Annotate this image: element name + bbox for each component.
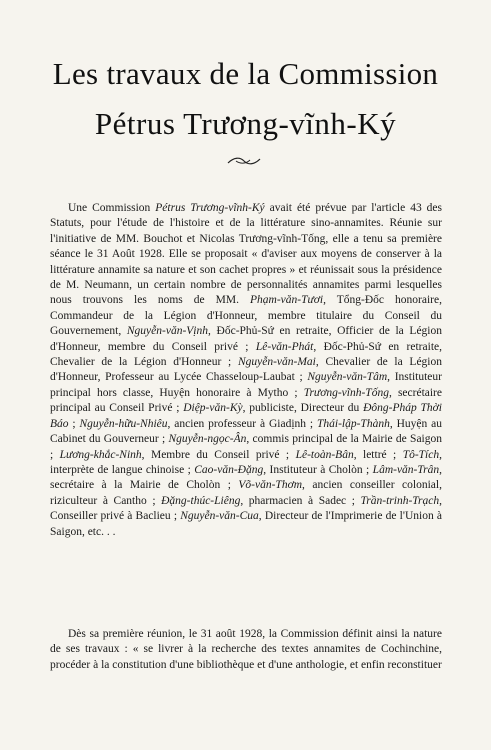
person-name: Lê-toàn-Bân xyxy=(295,448,354,461)
text-run: , Membre du Conseil privé ; xyxy=(141,448,296,461)
text-run: ; xyxy=(68,417,80,430)
text-run: , Conseiller privé à Baclieu ; xyxy=(50,494,442,523)
person-name: Nguyễn-văn-Cua xyxy=(180,510,259,523)
person-name: Nguyễn-ngọc-Ân xyxy=(168,433,247,446)
text-run: , Tổng-Đốc honoraire, Commandeur de la Légion d'Honneur, membre titulaire du Conseil du Gouvernement, xyxy=(50,294,442,338)
person-name: Đặng-thúc-Liêng xyxy=(161,494,241,507)
text-run: , ancien professeur à Giadịnh ; xyxy=(167,417,317,430)
text-run: , ancien conseiller colonial, riziculteur à Cantho ; xyxy=(50,479,442,507)
paragraph-2: Dès sa première réunion, le 31 août 1928, la Commission définit ainsi la nature de ses travaux : « se livrer à la recherche des textes annamites de Cochinchine, procéder à la constitution d'une bibliothèque et d'une anthologie, et enfin reconstituer xyxy=(50,628,442,671)
paragraph-commission-members xyxy=(50,201,442,540)
person-name: Đông-Pháp Thời Báo xyxy=(50,402,442,430)
person-name: Nguyễn-hữu-Nhiêu xyxy=(79,417,168,430)
text-run: , lettré ; xyxy=(353,448,403,461)
text-run: , secrétaire principal au Conseil Privé ; xyxy=(50,386,442,415)
text-run: , Huyện au Cabinet du Gouverneur ; xyxy=(50,417,442,446)
person-name: Lê-văn-Phát xyxy=(255,340,314,353)
page-subtitle: Pétrus Trương-vĩnh-Ký xyxy=(94,106,397,141)
person-name: Lương-khắc-Ninh xyxy=(59,448,142,461)
paragraph-1 xyxy=(50,201,442,540)
person-name: Lâm-văn-Trân xyxy=(372,463,440,476)
person-name: Tô-Tích xyxy=(402,448,440,461)
flourish-ornament-icon xyxy=(226,155,262,167)
person-name: Pétrus Trương-vĩnh-Ký xyxy=(155,202,265,214)
text-run: , interprète de langue chinoise ; xyxy=(50,448,442,476)
person-name: Nguyễn-văn-Vịnh xyxy=(126,325,208,338)
paragraph-first-meeting xyxy=(50,627,442,673)
person-name: Võ-văn-Thơm xyxy=(238,479,303,492)
text-run: , Đốc-Phủ-Sứ en retraite, Officier de la Légion d'Honneur, membre du Conseil privé ; xyxy=(50,325,442,353)
person-name: Phạm-văn-Tươi xyxy=(249,294,324,307)
text-run: , Đốc-Phủ-Sứ en retraite, Chevalier de la Légion d'Honneur ; xyxy=(50,340,442,369)
text-run: , pharmacien à Sadec ; xyxy=(240,494,361,507)
text-run: , Directeur de l'Imprimerie de l'Union à Saigon, etc. . . xyxy=(50,510,442,538)
person-name: Thái-lập-Thành xyxy=(316,417,390,430)
person-name: Nguyễn-văn-Mai xyxy=(237,356,316,369)
text-run: , secrétaire à la Mairie de Cholòn ; xyxy=(50,463,442,492)
text-run: avait été prévue par l'article 43 des Statuts, pour l'étude de l'histoire et de la littérature sino-annamites. Réunie sur l'initiative de MM. Bouchot et Nicolas Trương-vĩnh-Tống, elle a tenu sa première séance le 31 Août 1928. Elle se proposait « d'aviser aux moyens de conserver à la littérature annamite sa nature et son cachet propres » et réunissait sous la présidence de M. Neumann, un certain nombre de personnalités annamites parmi lesquelles nous trouvons les noms de MM. xyxy=(50,202,443,307)
text-run: , Chevalier de la Légion d'Honneur, Professeur au Lycée Chasseloup-Laubat ; xyxy=(50,356,442,384)
person-name: Cao-văn-Đặng xyxy=(194,463,264,476)
person-name: Trần-trinh-Trạch xyxy=(360,494,440,507)
text-run: , Instituteur principal hors classe, Huyện honoraire à Mytho ; xyxy=(50,371,442,399)
person-name: Diệp-văn-Kỳ xyxy=(183,402,243,415)
text-run: , commis principal de la Mairie de Saigon ; xyxy=(50,433,442,461)
text-run: Une Commission xyxy=(68,202,156,214)
text-run: , publiciste, Directeur du xyxy=(242,402,364,415)
person-name: Nguyễn-văn-Tâm xyxy=(307,371,388,384)
page-title: Les travaux de la Commission xyxy=(52,56,439,91)
person-name: Trương-vĩnh-Tống xyxy=(303,386,389,399)
text-run: , Instituteur à Cholòn ; xyxy=(263,463,373,476)
